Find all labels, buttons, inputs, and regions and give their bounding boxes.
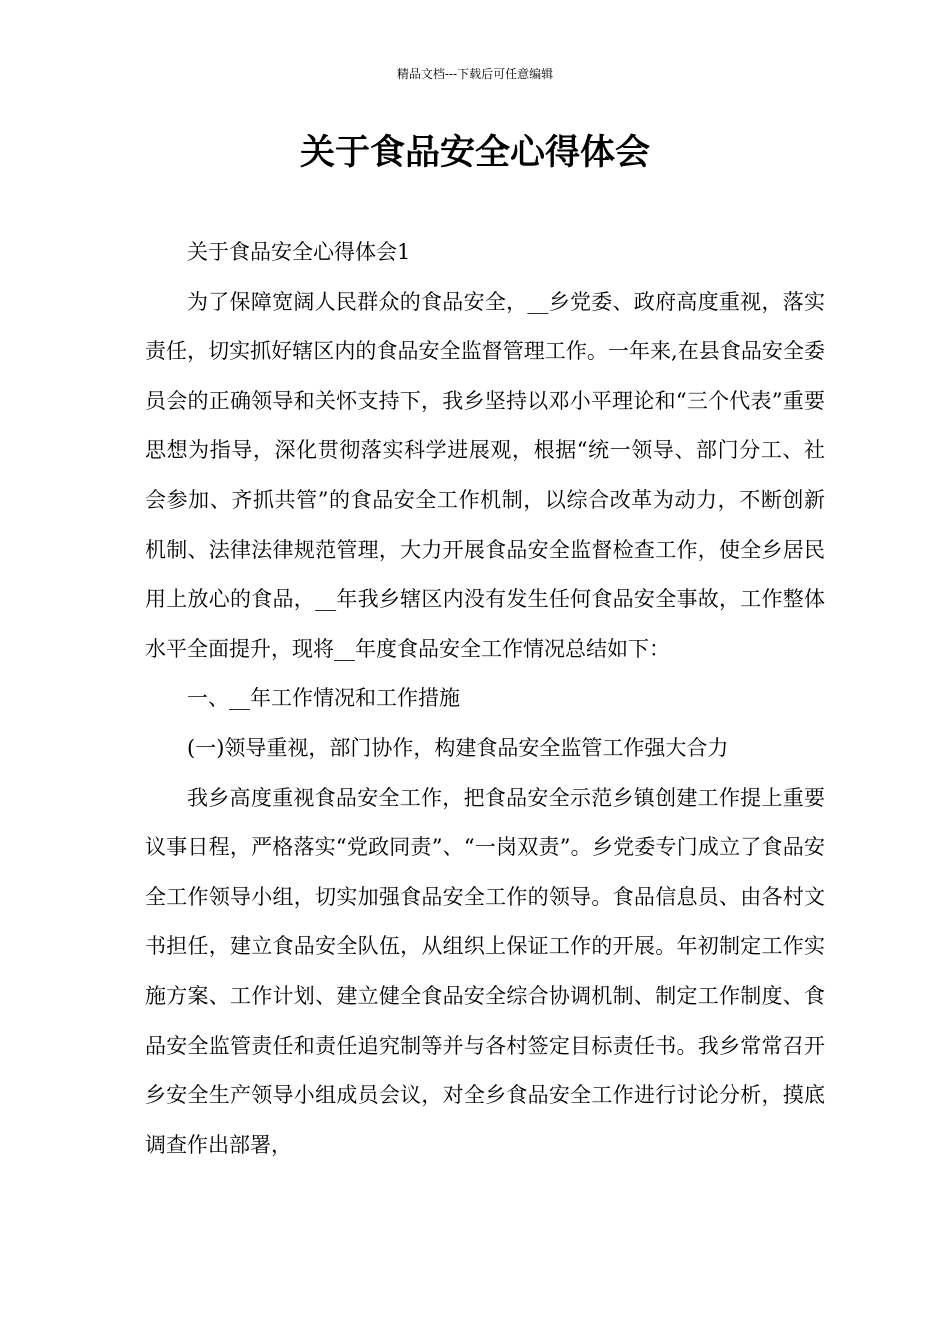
document-title: 关于食品安全心得体会 [299,132,650,173]
document-body [145,228,825,1170]
body-paragraph: 为了保障宽阔人民群众的食品安全，__乡党委、政府高度重视，落实责任，切实抓好辖区内的食品安全监督管理工作。一年来,在县食品安全委员会的正确领导和关怀支持下，我乡坚持以邓小平理论和“三个代表”重要思想为指导，深化贯彻落实科学进展观，根据“统一领导、部门分工、社会参加、齐抓共管”的食品安全工作机制，以综合改革为动力，不断创新机制、法律法律规范管理，大力开展食品安全监督检查工作，使全乡居民用上放心的食品，__年我乡辖区内没有发生任何食品安全事故，工作整体水平全面提升，现将__年度食品安全工作情况总结如下： [145,289,825,661]
subtitle-paragraph: 关于食品安全心得体会1 [187,240,411,264]
page-header-note: 精品文档---下载后可任意编辑 [396,67,554,81]
subsection-heading: (一)领导重视，部门协作，构建食品安全监管工作强大合力 [187,735,729,760]
section-heading: 一、__年工作情况和工作措施 [187,686,460,711]
body-paragraph: 我乡高度重视食品安全工作，把食品安全示范乡镇创建工作提上重要议事日程，严格落实“党政同责”、“一岗双责”。乡党委专门成立了食品安全工作领导小组，切实加强食品安全工作的领导。食品信息员、由各村文书担任，建立食品安全队伍，从组织上保证工作的开展。年初制定工作实施方案、工作计划、建立健全食品安全综合协调机制、制定工作制度、食品安全监管责任和责任追究制等并与各村签定目标责任书。我乡常常召开乡安全生产领导小组成员会议，对全乡食品安全工作进行讨论分析，摸底调查作出部署， [145,785,825,1157]
